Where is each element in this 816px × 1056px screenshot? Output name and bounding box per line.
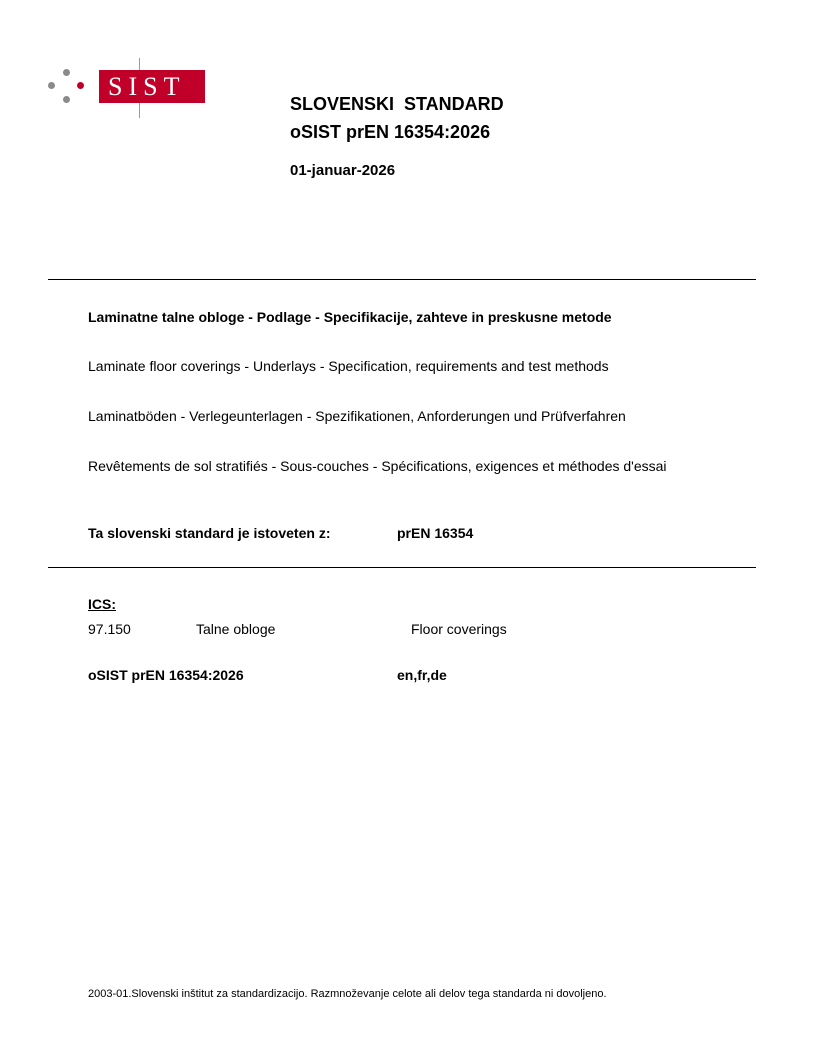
standard-date: 01-januar-2026 bbox=[290, 162, 396, 179]
logo-dot-icon bbox=[63, 96, 70, 103]
ics-name-slovenian: Talne obloge bbox=[196, 621, 276, 637]
document-code: oSIST prEN 16354:2026 bbox=[88, 667, 244, 683]
ics-name-english: Floor coverings bbox=[411, 621, 507, 637]
divider-top bbox=[48, 279, 756, 280]
logo-dot-icon bbox=[48, 82, 55, 89]
standard-heading: SLOVENSKI STANDARD bbox=[290, 94, 504, 114]
logo-dot-icon bbox=[77, 82, 84, 89]
logo-dot-icon bbox=[63, 69, 70, 76]
identical-label: Ta slovenski standard je istoveten z: bbox=[88, 525, 331, 541]
identical-value: prEN 16354 bbox=[397, 525, 474, 541]
title-french: Revêtements de sol stratifiés - Sous-couches - Spécifications, exigences et méthodes d'essai bbox=[88, 458, 667, 474]
ics-heading: ICS: bbox=[88, 596, 116, 612]
title-english: Laminate floor coverings - Underlays - Specification, requirements and test methods bbox=[88, 358, 609, 374]
ics-code: 97.150 bbox=[88, 621, 131, 637]
logo-wordmark: SIST bbox=[99, 70, 205, 103]
title-slovenian: Laminatne talne obloge - Podlage - Specifikacije, zahteve in preskusne metode bbox=[88, 309, 612, 325]
standard-code: oSIST prEN 16354:2026 bbox=[290, 122, 491, 142]
divider-bottom bbox=[48, 567, 756, 568]
copyright-footer: 2003-01.Slovenski inštitut za standardizacijo. Razmnoževanje celote ali delov tega standarda ni dovoljeno. bbox=[88, 988, 607, 1000]
document-languages: en,fr,de bbox=[397, 667, 447, 683]
sist-logo bbox=[46, 58, 206, 118]
title-german: Laminatböden - Verlegeunterlagen - Spezifikationen, Anforderungen und Prüfverfahren bbox=[88, 408, 626, 424]
